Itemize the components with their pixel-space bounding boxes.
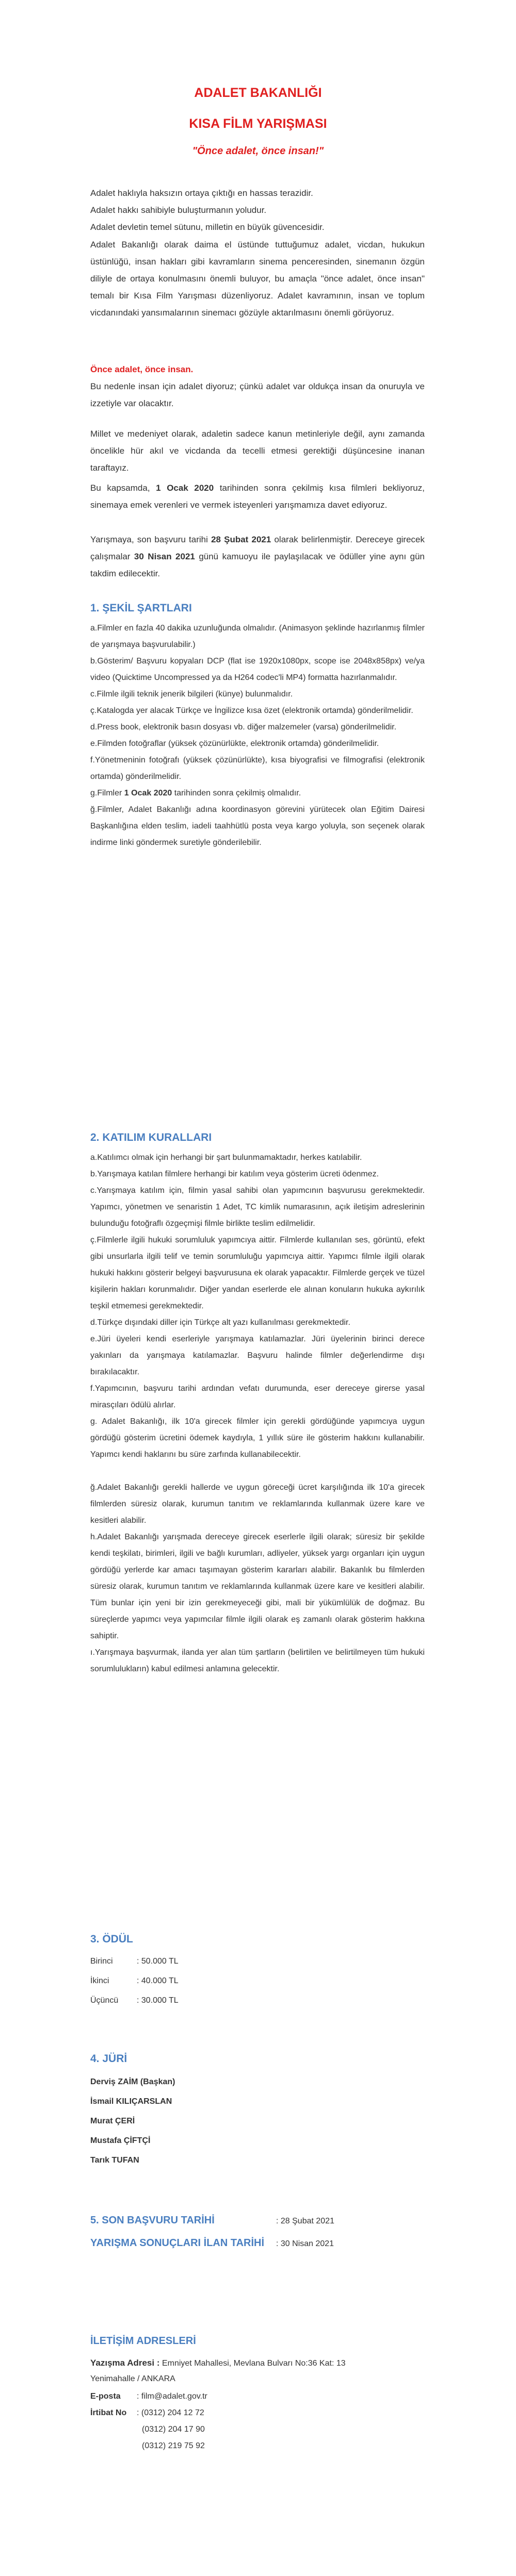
- phone-row: [90, 2408, 204, 2418]
- jury-member: Mustafa ÇİFTÇİ: [90, 2136, 151, 2145]
- list-item: g.Filmler 1 Ocak 2020 tarihinden sonra çekilmiş olmalıdır.: [90, 789, 301, 797]
- prize-row: [90, 1976, 179, 1986]
- intro-line: Adalet devletin temel sütunu, milletin en büyük güvencesidir.: [90, 222, 325, 232]
- list-item: c.Filmle ilgili teknik jenerik bilgileri (künye) bulunmalıdır.: [90, 690, 293, 699]
- prize-amount: : 30.000 TL: [137, 1996, 179, 2005]
- prize-amount: : 50.000 TL: [137, 1957, 179, 1966]
- deadline-date: 28 Şubat 2021: [211, 535, 271, 544]
- address-line: [90, 2358, 346, 2368]
- list-item: h.Adalet Bakanlığı yarışmada dereceye girecek eserlerle ilgili olarak; süresiz bir şekilde kendi teşkilatı, birimleri, ilgili ve bağlı kurumları, adliyeler, yüksek yargı organları için uygun gördüğü yerlerde kar amacı taşımayan gösterim kararları alabilir. Bakanlık bu filmlerden süresiz olarak, kurumun tanıtım ve reklamlarında kullanmak üzere kare ve kesitleri alabilir. Tüm bunlar için yeni bir izin gerekmeyeceği gibi, mali bir yükümlülük de doğmaz. Bu süreçlerde yapımcı veya yapımcılar filmle ilgili olarak eş zamanlı olarak gösterim hakkına sahiptir.: [90, 1533, 425, 1640]
- form-rules-list: [90, 620, 425, 851]
- start-date: 1 Ocak 2020: [156, 483, 214, 493]
- contact-heading: İLETİŞİM ADRESLERİ: [90, 2335, 196, 2347]
- section-heading-prize: 3. ÖDÜL: [90, 1933, 133, 1945]
- theme-block: [90, 361, 425, 412]
- document-subtitle: KISA FİLM YARIŞMASI: [189, 117, 327, 131]
- intro-line: Adalet haklıyla haksızın ortaya çıktığı en hassas terazidir.: [90, 188, 313, 198]
- jury-member: Tarık TUFAN: [90, 2156, 139, 2165]
- phone-value: (0312) 204 17 90: [142, 2425, 205, 2434]
- phone-label: İrtibat No: [90, 2408, 127, 2417]
- list-item: e.Filmden fotoğraflar (yüksek çözünürlükte, elektronik ortamda) gönderilmelidir.: [90, 739, 379, 748]
- prize-row: [90, 1957, 179, 1966]
- phone-value: (0312) 219 75 92: [142, 2441, 205, 2450]
- announce-date: 30 Nisan 2021: [134, 552, 195, 561]
- section-heading-participation: 2. KATILIM KURALLARI: [90, 1132, 212, 1143]
- section-heading-jury: 4. JÜRİ: [90, 2053, 127, 2065]
- theme-paragraph-2: Millet ve medeniyet olarak, adaletin sadece kanun metinleriyle değil, aynı zamanda öncelikle hür akıl ve vicdanda da tecelli etmesi gerektiği düşüncesine inanan taraftayız.: [90, 429, 425, 473]
- list-item: b.Gösterim/ Başvuru kopyaları DCP (flat ise 1920x1080px, scope ise 2048x858px) ve/ya video (Quicktime Uncompressed ya da H264 codec'li MP4) formatta hazırlanmalıdır.: [90, 657, 425, 682]
- list-item: d.Türkçe dışındaki diller için Türkçe alt yazı kullanılması gerekmektedir.: [90, 1318, 350, 1327]
- intro-block: [90, 185, 425, 236]
- prize-rank: Birinci: [90, 1957, 113, 1966]
- prize-row: [90, 1996, 179, 2005]
- email-value[interactable]: : film@adalet.gov.tr: [137, 2392, 207, 2401]
- phone-value: : (0312) 204 12 72: [137, 2408, 204, 2417]
- list-item: g. Adalet Bakanlığı, ilk 10'a girecek filmler için gerekli gördüğünde yapımcıya uygun gördüğü gösterim ücretini ödemek kaydıyla, 1 yıllık süre ile gösterim hakkını kullanabilir. Yapımcı kendi haklarını bu süre zarfında kullanabilecektir.: [90, 1417, 425, 1459]
- list-item: ı.Yarışmaya başvurmak, ilanda yer alan tüm şartların (belirtilen ve belirtilmeyen tüm hukuki sorumlulukların) kabul edilmesi anlamına gelecektir.: [90, 1648, 425, 1673]
- deadline-value: : 28 Şubat 2021: [276, 2217, 334, 2225]
- prize-amount: : 40.000 TL: [137, 1976, 179, 1985]
- intro-paragraph: Adalet Bakanlığı olarak daima el üstünde tuttuğumuz adalet, vicdan, hukukun üstünlüğü, insan hakları gibi kavramların sinema penceresinden, sinemanın özgün diliyle de ortaya konulmasını önemli buluyor, bu amaçla "önce adalet, önce insan" temalı bir Kısa Film Yarışması düzenliyoruz. Adalet kavramının, insan ve toplum vicdanındaki yansımalarının sinemacı gözüyle aktarılmasını önemli görüyoruz.: [90, 240, 425, 318]
- theme-heading: Önce adalet, önce insan.: [90, 364, 194, 374]
- email-label: E-posta: [90, 2392, 121, 2401]
- results-label: YARIŞMA SONUÇLARI İLAN TARİHİ: [90, 2237, 265, 2249]
- list-item: b.Yarışmaya katılan filmlere herhangi bir katılım veya gösterim ücreti ödenmez.: [90, 1170, 379, 1178]
- prize-rank: Üçüncü: [90, 1996, 119, 2005]
- jury-member: İsmail KILIÇARSLAN: [90, 2097, 172, 2106]
- list-item: a.Filmler en fazla 40 dakika uzunluğunda olmalıdır. (Animasyon şeklinde hazırlanmış filmler de yarışmaya başvurulabilir.): [90, 624, 425, 649]
- email-row: [90, 2392, 207, 2401]
- theme-paragraph: Bu nedenle insan için adalet diyoruz; çünkü adalet var oldukça insan da onuruyla ve izzetiyle var olacaktır.: [90, 381, 425, 408]
- list-item: c.Yarışmaya katılım için, filmin yasal sahibi olan yapımcının başvurusu gerekmektedir. Yapımcı, yönetmen ve senaristin 1 Adet, TC kimlik numarasının, açık iletişim adreslerinin bulunduğu fotoğraflı özgeçmişi filmle birlikte teslim edilmelidir.: [90, 1186, 425, 1228]
- list-item: f.Yapımcının, başvuru tarihi ardından vefatı durumunda, eser dereceye girerse yasal mirasçıları ödülü alırlar.: [90, 1384, 425, 1409]
- section-heading-form-rules: 1. ŞEKİL ŞARTLARI: [90, 602, 192, 614]
- list-item: f.Yönetmeninin fotoğrafı (yüksek çözünürlükte), kısa biyografisi ve filmografisi (elektronik ortamda) gönderilmelidir.: [90, 756, 425, 781]
- intro-line: Adalet hakkı sahibiyle buluşturmanın yoludur.: [90, 205, 267, 215]
- document-title: ADALET BAKANLIĞI: [194, 86, 322, 100]
- list-item: d.Press book, elektronik basın dosyası vb. diğer malzemeler (varsa) gönderilmelidir.: [90, 723, 397, 732]
- address-line-2: Yenimahalle / ANKARA: [90, 2374, 175, 2383]
- address-label: Yazışma Adresi :: [90, 2358, 160, 2368]
- address-value: Emniyet Mahallesi, Mevlana Bulvarı No:36 Kat: 13: [159, 2359, 346, 2368]
- list-item: ç.Katalogda yer alacak Türkçe ve İngilizce kısa özet (elektronik ortamda) gönderilmelidir.: [90, 706, 413, 715]
- prize-rank: İkinci: [90, 1976, 109, 1985]
- jury-member: Murat ÇERİ: [90, 2117, 135, 2125]
- results-value: : 30 Nisan 2021: [276, 2239, 334, 2248]
- deadline-paragraph: Yarışmaya, son başvuru tarihi 28 Şubat 2021 olarak belirlenmiştir. Dereceye girecek çalışmalar 30 Nisan 2021 günü kamuoyu ile paylaşılacak ve ödüller yine aynı gün takdim edilecektir.: [90, 535, 425, 578]
- slogan: "Önce adalet, önce insan!": [192, 145, 324, 157]
- date-paragraph: Bu kapsamda, 1 Ocak 2020 tarihinden sonra çekilmiş kısa filmleri bekliyoruz, sinemaya emek verenleri ve vermek isteyenleri yarışmamıza davet ediyoruz.: [90, 483, 425, 510]
- jury-member: Derviş ZAİM (Başkan): [90, 2078, 175, 2086]
- list-item: ç.Filmlerle ilgili hukuki sorumluluk yapımcıya aittir. Filmlerde kullanılan ses, görüntü, efekt gibi unsurlarla ilgili telif ve temin sorumluluğu yapımcıya aittir. Yapımcı filmle ilgili olarak hukuki hakkını gösterir belgeyi başvurusuna ek olarak yapacaktır. Filmlerde gerçek ve tüzel kişilerin hakları korunmalıdır. Diğer yandan eserlerde ele alınan konuların hukuka aykırılık teşkil etmemesi gerekmektedir.: [90, 1236, 425, 1310]
- list-item: e.Jüri üyeleri kendi eserleriyle yarışmaya katılamazlar. Jüri üyelerinin birinci derece yakınları da yarışmaya katılamazlar. Başvuru halinde filmler değerlendirme dışı bırakılacaktır.: [90, 1335, 425, 1376]
- list-item: ğ.Adalet Bakanlığı gerekli hallerde ve uygun göreceği ücret karşılığında ilk 10'a girecek filmlerden süresiz olarak, kurumun tanıtım ve reklamlarında kullanmak üzere kare ve kesitleri alabilir.: [90, 1483, 425, 1525]
- list-item: a.Katılımcı olmak için herhangi bir şart bulunmamaktadır, herkes katılabilir.: [90, 1153, 362, 1162]
- list-item: ğ.Filmler, Adalet Bakanlığı adına koordinasyon görevini yürütecek olan Eğitim Dairesi Başkanlığına elden teslim, iadeli taahhütlü posta veya kargo yoluyla, son seçenek olarak indirme linki göndermek suretiyle gönderilebilir.: [90, 805, 425, 847]
- participation-rules-list: [90, 1150, 425, 1677]
- deadline-label: 5. SON BAŞVURU TARİHİ: [90, 2215, 215, 2226]
